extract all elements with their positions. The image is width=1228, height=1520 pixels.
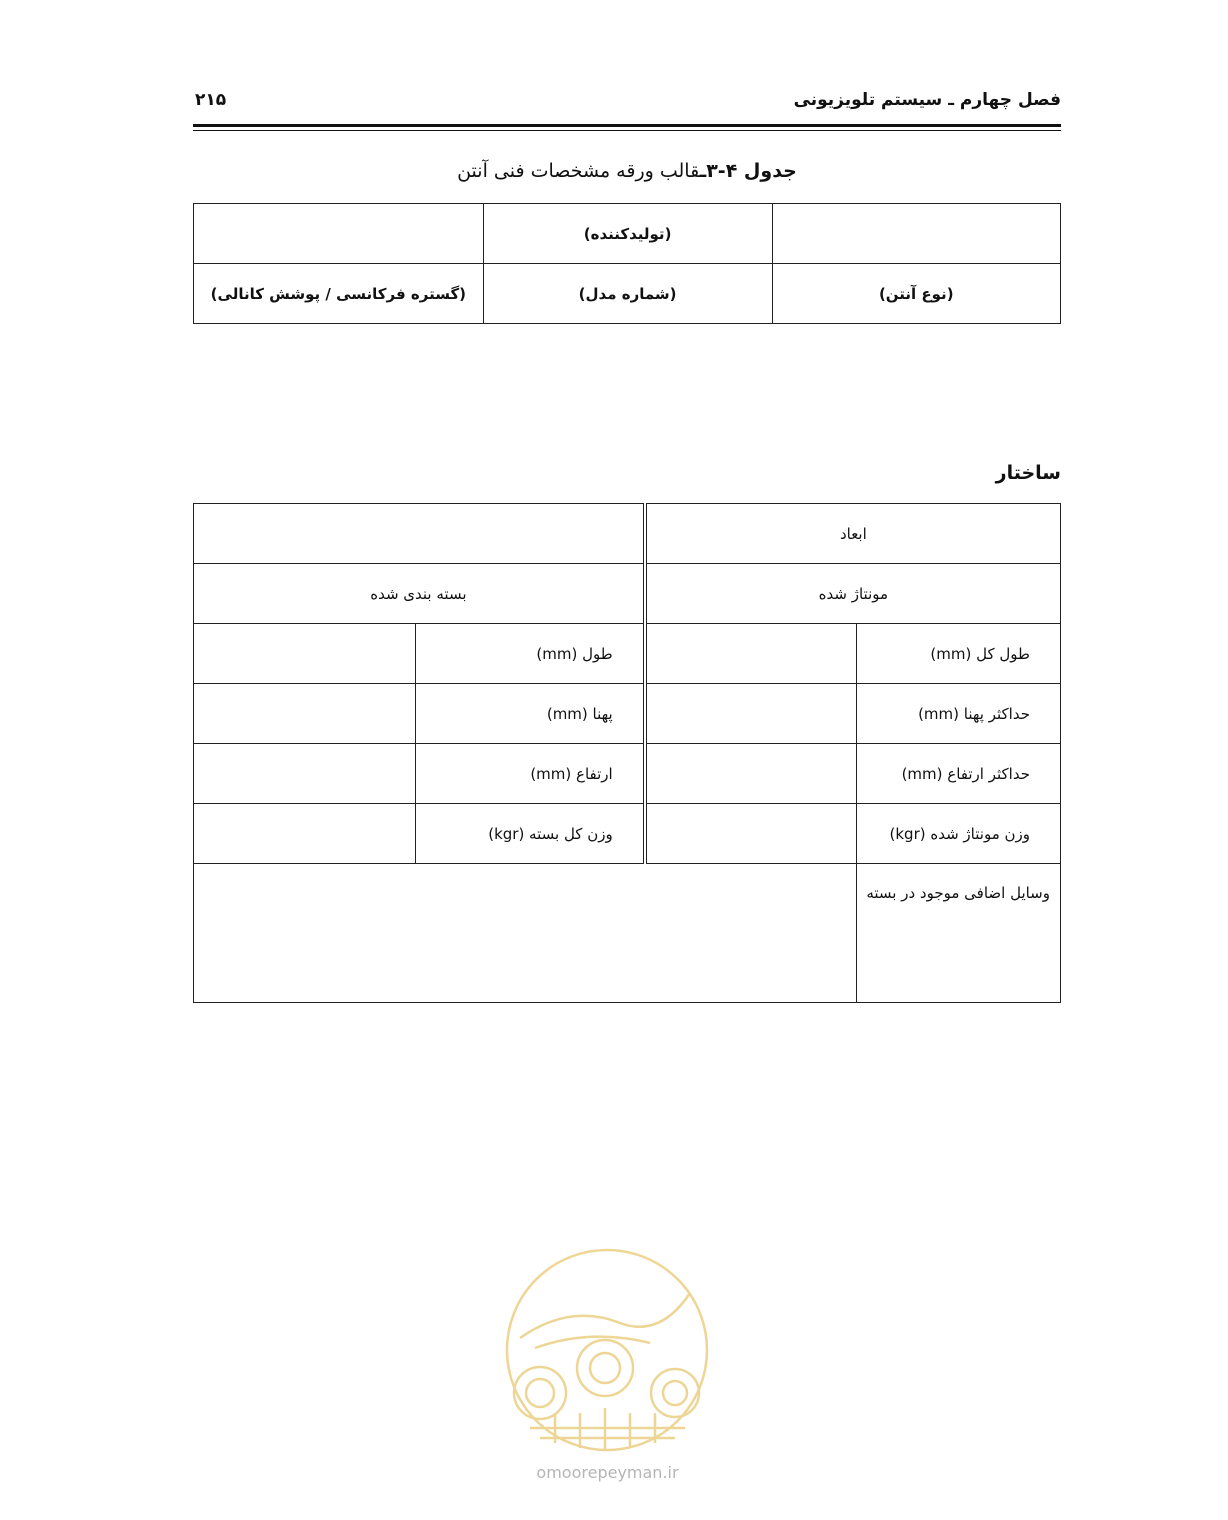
packaged-width-label: پهنا (mm) [415, 684, 645, 744]
frequency-range-cell: (گستره فرکانسی / پوشش کانالی) [194, 264, 484, 324]
packaged-width-value [194, 684, 416, 744]
packaged-length-label: طول (mm) [415, 624, 645, 684]
packaged-header: بسته بندی شده [194, 564, 645, 624]
assembled-weight-label: وزن مونتاژ شده (kgr) [857, 804, 1061, 864]
antenna-type-cell: (نوع آنتن) [772, 264, 1061, 324]
table-caption [193, 160, 1061, 182]
assembled-weight-value [645, 804, 857, 864]
table-cell-empty [194, 204, 484, 264]
packaged-weight-label: وزن کل بسته (kgr) [415, 804, 645, 864]
packaged-weight-value [194, 804, 416, 864]
watermark-url: omoorepeyman.ir [536, 1463, 679, 1482]
manufacturer-cell: (تولیدکننده) [483, 204, 772, 264]
chapter-title: فصل چهارم ـ سیستم تلویزیونی [793, 90, 1061, 110]
dimensions-header: ابعاد [645, 504, 1061, 564]
page-header [193, 88, 1061, 122]
assembled-width-label: حداکثر پهنا (mm) [857, 684, 1061, 744]
table-caption-text: قالب ورقه مشخصات فنی آنتن [457, 160, 700, 182]
assembled-length-value [645, 624, 857, 684]
table-caption-number: جدول ۴-۳ـ [699, 160, 797, 182]
watermark-logo [500, 1243, 715, 1458]
accessories-value [194, 864, 857, 1003]
structure-table [193, 503, 1061, 1003]
section-title: ساختار [995, 462, 1061, 484]
packaged-length-value [194, 624, 416, 684]
assembled-width-value [645, 684, 857, 744]
assembled-length-label: طول کل (mm) [857, 624, 1061, 684]
packaged-height-value [194, 744, 416, 804]
model-number-cell: (شماره مدل) [483, 264, 772, 324]
page-number: ۲۱۵ [195, 90, 227, 110]
header-divider [193, 124, 1061, 127]
table-cell-empty [772, 204, 1061, 264]
accessories-label: وسایل اضافی موجود در بسته [857, 864, 1061, 1003]
assembled-header: مونتاژ شده [645, 564, 1061, 624]
packaged-height-label: ارتفاع (mm) [415, 744, 645, 804]
assembled-height-label: حداکثر ارتفاع (mm) [857, 744, 1061, 804]
antenna-spec-table [193, 203, 1061, 324]
header-divider-thin [193, 130, 1061, 131]
table-cell-empty [194, 504, 645, 564]
assembled-height-value [645, 744, 857, 804]
